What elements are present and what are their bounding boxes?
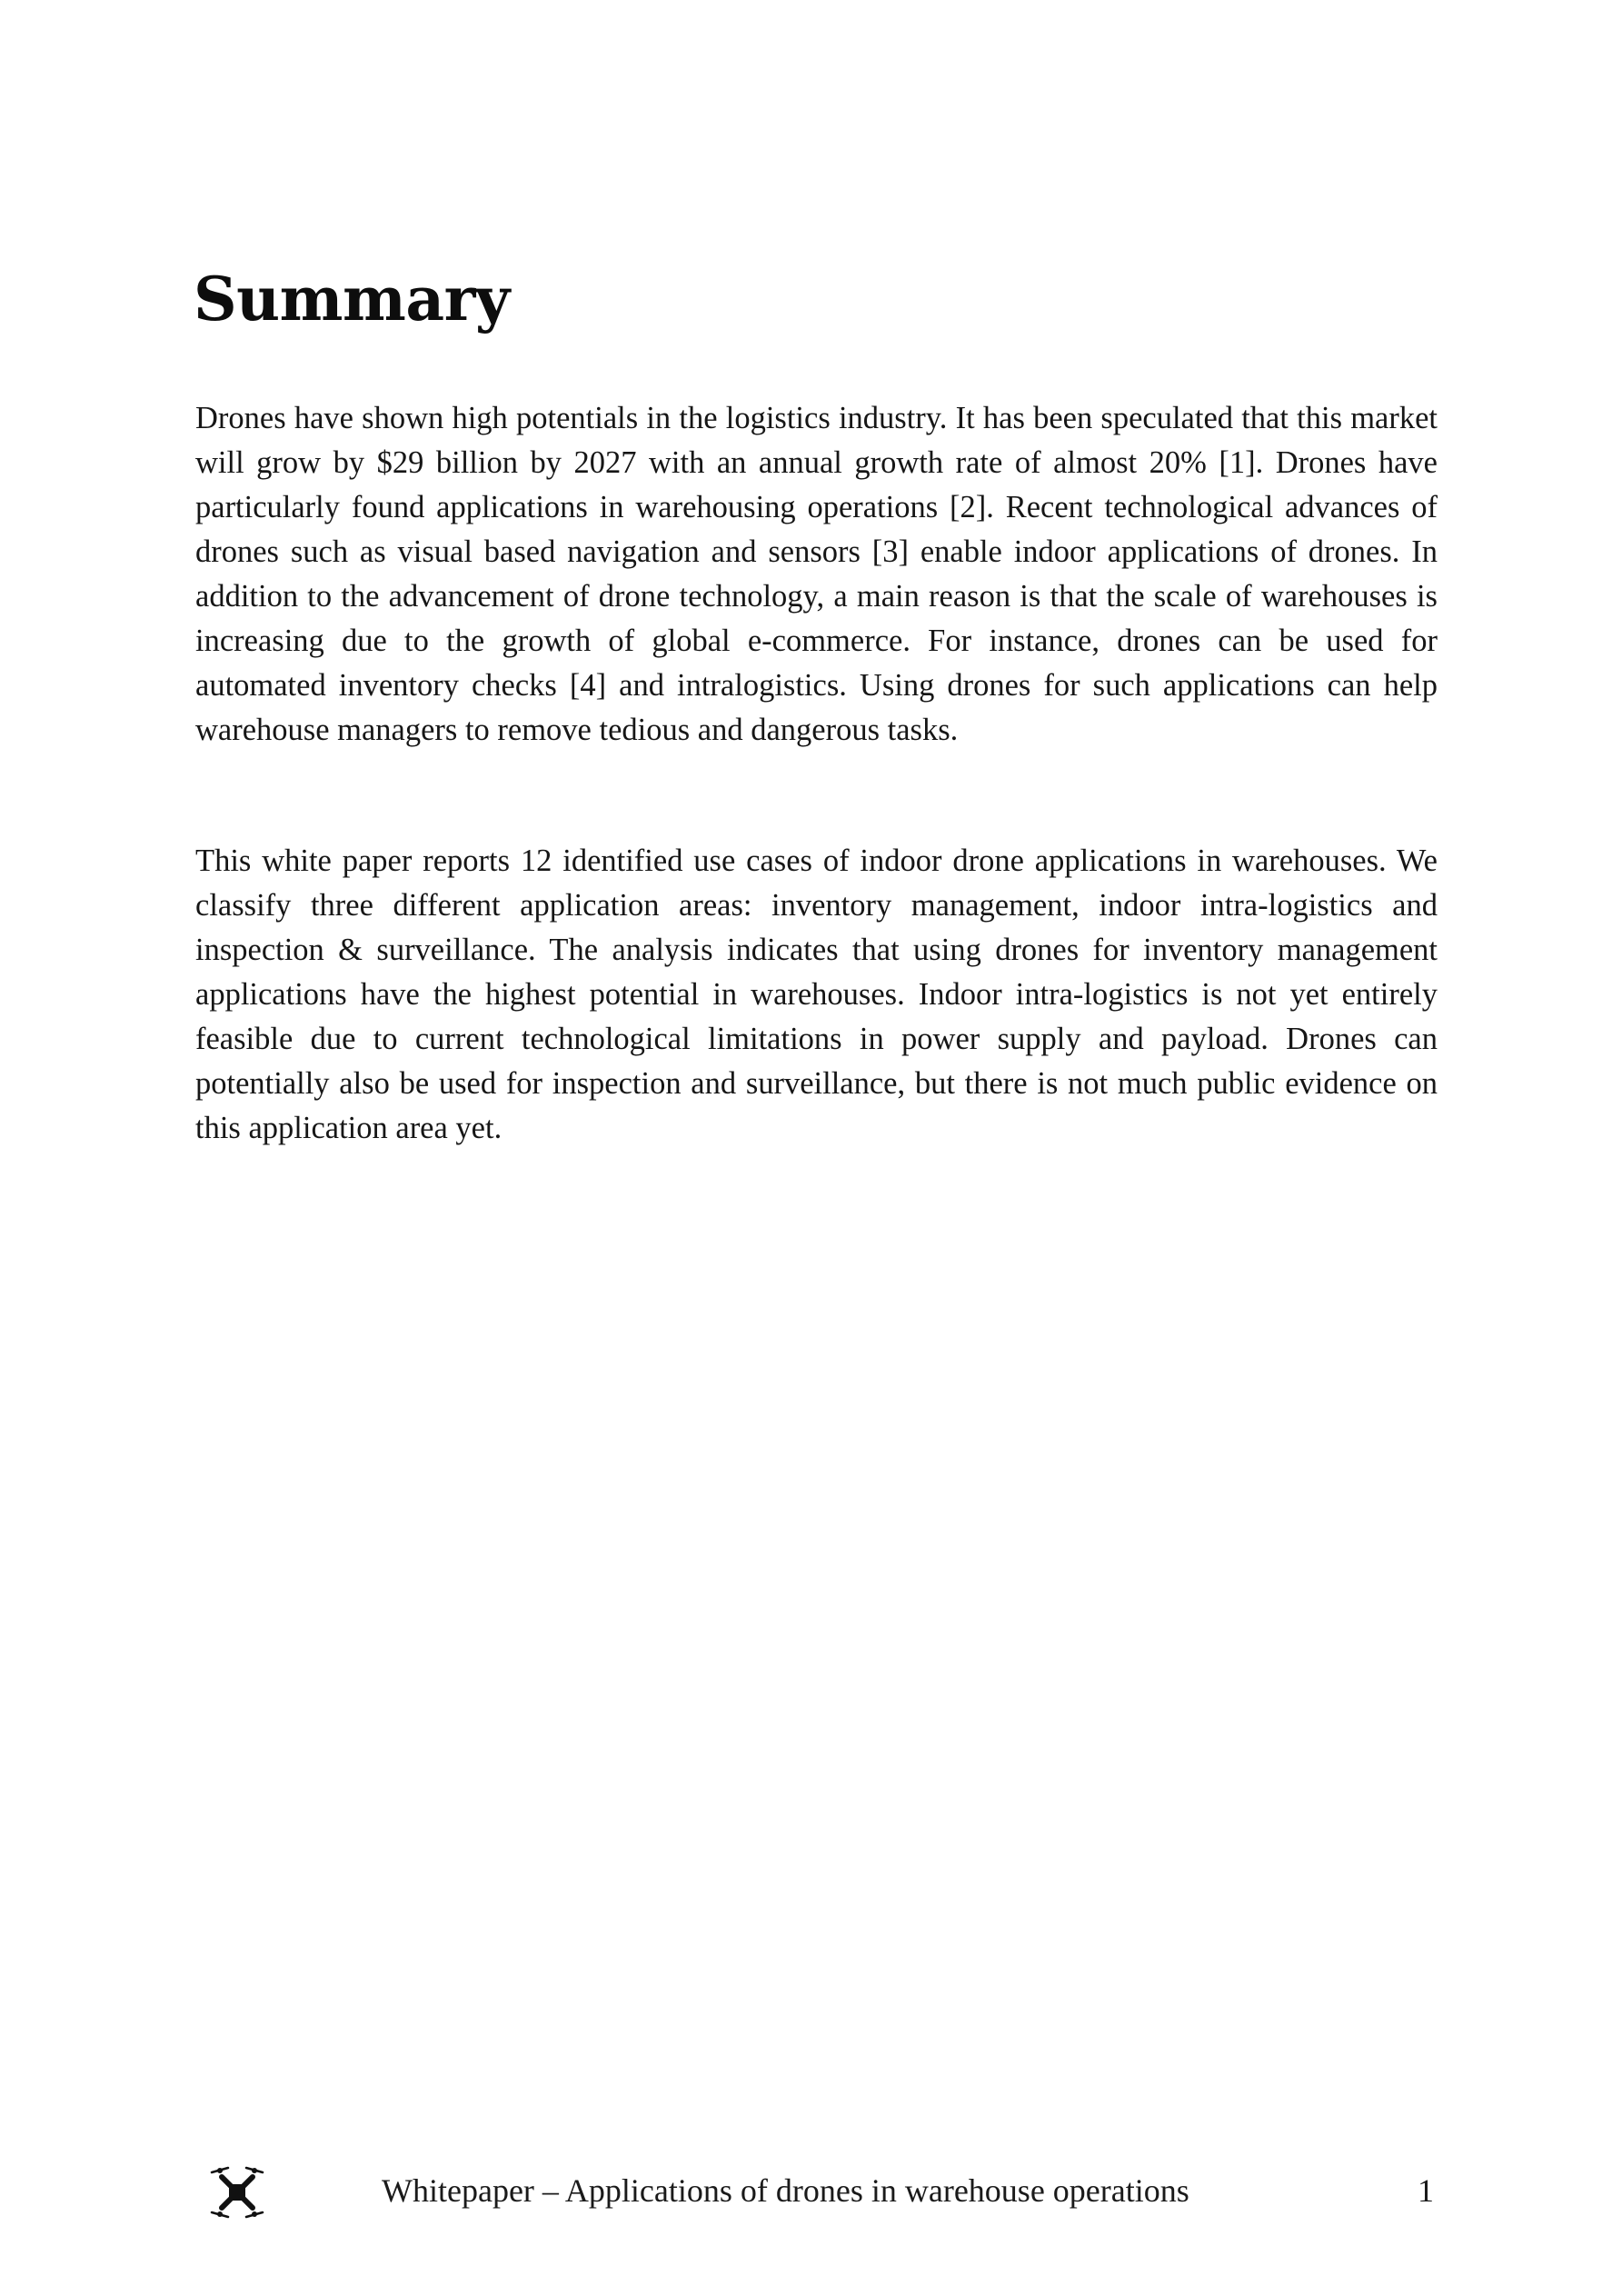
drone-icon — [209, 2164, 265, 2221]
page-number: 1 — [1418, 2172, 1434, 2209]
page-footer — [0, 2159, 1622, 2222]
summary-paragraph-2: This white paper reports 12 identified use cases of indoor drone applications in warehouses. We classify three different application areas: inventory management, indoor intra-logistics and inspection & surveillance. The analysis indicates that using drones for inventory management applications have the highest potential in warehouses. Indoor intra-logistics is not yet entirely feasible due to current technological limitations in power supply and payload. Drones can potentially also be used for inspection and surveillance, but there is not much public evidence on this application area yet. — [195, 844, 1438, 1145]
summary-paragraph-1: Drones have shown high potentials in the logistics industry. It has been speculated that this market will grow by $29 billion by 2027 with an annual growth rate of almost 20% [1]. Drones have particularly found applications in warehousing operations [2]. Recent technological advances of drones such as visual based navigation and sensors [3] enable indoor applications of drones. In addition to the advancement of drone technology, a main reason is that the scale of warehouses is increasing due to the growth of global e-commerce. For instance, drones can be used for automated inventory checks [4] and intralogistics. Using drones for such applications can help warehouse managers to remove tedious and dangerous tasks. — [195, 401, 1438, 747]
page-heading: Summary — [194, 264, 510, 334]
footer-title: Whitepaper – Applications of drones in warehouse operations — [382, 2172, 1189, 2209]
